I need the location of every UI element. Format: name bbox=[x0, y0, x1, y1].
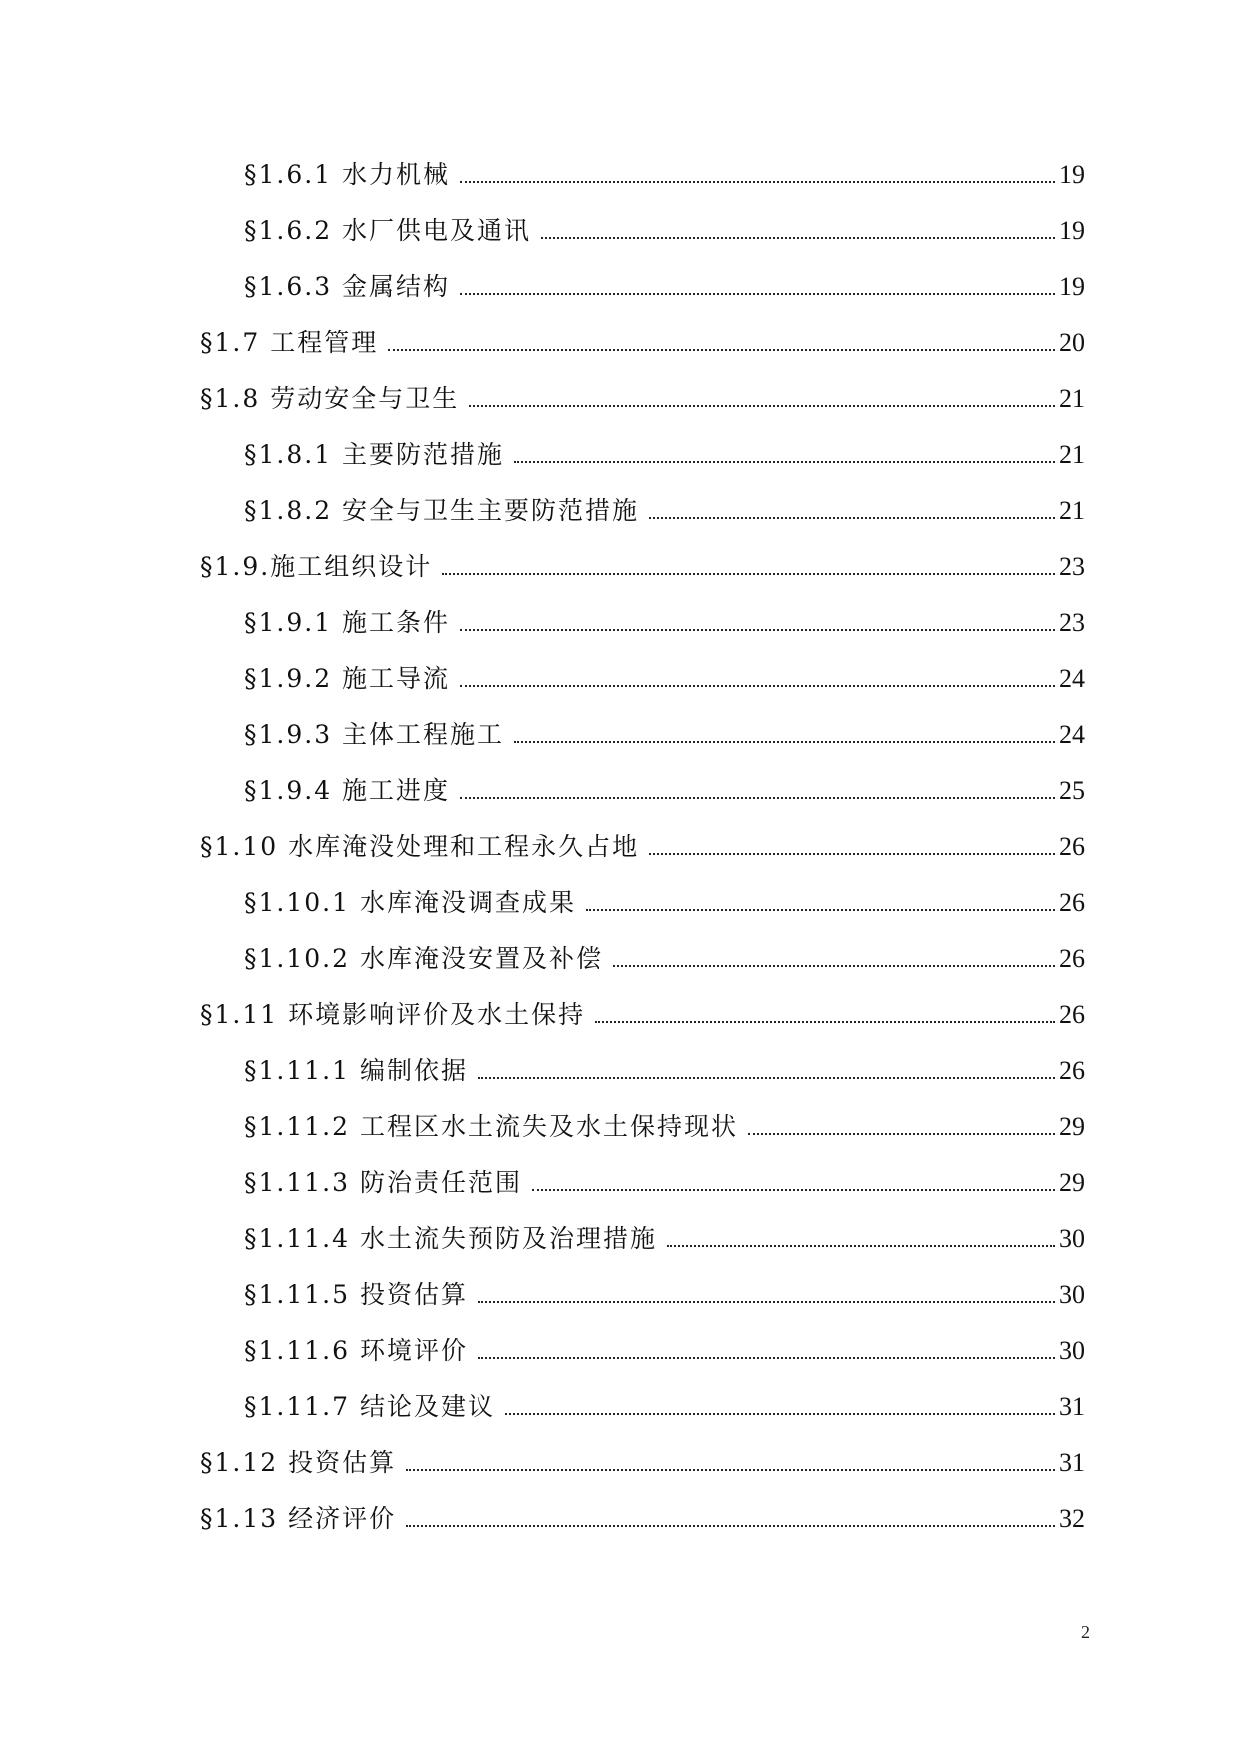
toc-entry[interactable] bbox=[200, 318, 1085, 358]
toc-entry-title: §1.8 劳动安全与卫生 bbox=[200, 384, 460, 413]
toc-entry[interactable] bbox=[244, 1046, 1085, 1086]
toc-entry[interactable] bbox=[244, 206, 1085, 246]
toc-entry-title: §1.11.7 结论及建议 bbox=[244, 1392, 495, 1421]
toc-entry[interactable] bbox=[244, 430, 1085, 470]
toc-entry-page: 26 bbox=[1059, 944, 1085, 973]
toc-entry[interactable] bbox=[200, 542, 1085, 582]
toc-entry-title: §1.11.5 投资估算 bbox=[244, 1280, 468, 1309]
toc-entry-page: 19 bbox=[1059, 160, 1085, 189]
page-number: 2 bbox=[1081, 1622, 1090, 1642]
dot-leader bbox=[595, 1021, 1055, 1023]
toc-entry-title: §1.9.4 施工进度 bbox=[244, 776, 451, 805]
toc-entry[interactable] bbox=[244, 766, 1085, 806]
toc-entry-page: 20 bbox=[1059, 328, 1085, 357]
toc-entry-title: §1.9.1 施工条件 bbox=[244, 608, 451, 637]
toc-entry-page: 29 bbox=[1059, 1168, 1085, 1197]
toc-entry-page: 32 bbox=[1059, 1504, 1085, 1533]
toc-entry[interactable] bbox=[244, 1102, 1085, 1142]
dot-leader bbox=[478, 1357, 1055, 1359]
toc-entry-page: 23 bbox=[1059, 608, 1085, 637]
dot-leader bbox=[514, 461, 1055, 463]
toc-entry[interactable] bbox=[200, 822, 1085, 862]
toc-entry[interactable] bbox=[244, 878, 1085, 918]
toc-entry-title: §1.11 环境影响评价及水土保持 bbox=[200, 1000, 586, 1029]
dot-leader bbox=[388, 349, 1055, 351]
toc-entry-page: 29 bbox=[1059, 1112, 1085, 1141]
dot-leader bbox=[478, 1301, 1055, 1303]
toc-entry[interactable] bbox=[244, 486, 1085, 526]
dot-leader bbox=[532, 1189, 1055, 1191]
dot-leader bbox=[667, 1245, 1055, 1247]
toc-entry[interactable] bbox=[244, 1382, 1085, 1422]
toc-entry-title: §1.6.1 水力机械 bbox=[244, 160, 451, 189]
toc-entry-title: §1.11.4 水土流失预防及治理措施 bbox=[244, 1224, 657, 1253]
toc-entry-page: 26 bbox=[1059, 1056, 1085, 1085]
toc-entry-page: 26 bbox=[1059, 832, 1085, 861]
dot-leader bbox=[478, 1077, 1055, 1079]
toc-entry-title: §1.9.3 主体工程施工 bbox=[244, 720, 505, 749]
toc-entry-page: 21 bbox=[1059, 496, 1085, 525]
dot-leader bbox=[649, 853, 1055, 855]
toc-entry[interactable] bbox=[244, 1214, 1085, 1254]
toc-entry-title: §1.10 水库淹没处理和工程永久占地 bbox=[200, 832, 640, 861]
dot-leader bbox=[406, 1469, 1055, 1471]
toc-entry-title: §1.11.1 编制依据 bbox=[244, 1056, 468, 1085]
toc-entry[interactable] bbox=[200, 1438, 1085, 1478]
toc-entry[interactable] bbox=[200, 1494, 1085, 1534]
toc-entry-page: 24 bbox=[1059, 720, 1085, 749]
dot-leader bbox=[649, 517, 1055, 519]
toc-entry[interactable] bbox=[244, 150, 1085, 190]
dot-leader bbox=[460, 181, 1055, 183]
dot-leader bbox=[469, 405, 1055, 407]
dot-leader bbox=[586, 909, 1055, 911]
toc-entry-title: §1.8.1 主要防范措施 bbox=[244, 440, 505, 469]
toc-entry-title: §1.13 经济评价 bbox=[200, 1504, 397, 1533]
dot-leader bbox=[460, 293, 1055, 295]
toc-entry-title: §1.9.施工组织设计 bbox=[200, 552, 433, 581]
dot-leader bbox=[748, 1133, 1055, 1135]
toc-entry[interactable] bbox=[200, 990, 1085, 1030]
toc-entry-page: 31 bbox=[1059, 1448, 1085, 1477]
dot-leader bbox=[460, 797, 1055, 799]
toc-entry-title: §1.11.2 工程区水土流失及水土保持现状 bbox=[244, 1112, 738, 1141]
toc-entry-page: 26 bbox=[1059, 1000, 1085, 1029]
dot-leader bbox=[613, 965, 1055, 967]
toc-entry-page: 21 bbox=[1059, 440, 1085, 469]
toc-entry-title: §1.8.2 安全与卫生主要防范措施 bbox=[244, 496, 640, 525]
dot-leader bbox=[442, 573, 1055, 575]
toc-entry[interactable] bbox=[244, 710, 1085, 750]
toc-entry-title: §1.10.1 水库淹没调查成果 bbox=[244, 888, 576, 917]
dot-leader bbox=[460, 629, 1055, 631]
toc-entry-title: §1.12 投资估算 bbox=[200, 1448, 397, 1477]
toc-entry[interactable] bbox=[244, 1270, 1085, 1310]
toc-entry-page: 30 bbox=[1059, 1280, 1085, 1309]
toc-entry[interactable] bbox=[244, 262, 1085, 302]
toc-entry[interactable] bbox=[244, 934, 1085, 974]
dot-leader bbox=[460, 685, 1055, 687]
toc-entry-title: §1.7 工程管理 bbox=[200, 328, 379, 357]
toc-entry-title: §1.10.2 水库淹没安置及补偿 bbox=[244, 944, 603, 973]
toc-entry-page: 26 bbox=[1059, 888, 1085, 917]
toc-entry-page: 23 bbox=[1059, 552, 1085, 581]
toc-entry-page: 19 bbox=[1059, 272, 1085, 301]
toc-entry[interactable] bbox=[244, 1326, 1085, 1366]
toc-entry-title: §1.11.6 环境评价 bbox=[244, 1336, 468, 1365]
toc-entry-page: 21 bbox=[1059, 384, 1085, 413]
dot-leader bbox=[514, 741, 1055, 743]
toc-entry-page: 31 bbox=[1059, 1392, 1085, 1421]
toc-entry-page: 24 bbox=[1059, 664, 1085, 693]
toc-entry-title: §1.6.3 金属结构 bbox=[244, 272, 451, 301]
toc-entry-page: 25 bbox=[1059, 776, 1085, 805]
toc-entry[interactable] bbox=[244, 654, 1085, 694]
toc-entry-title: §1.9.2 施工导流 bbox=[244, 664, 451, 693]
toc-entry-page: 30 bbox=[1059, 1336, 1085, 1365]
dot-leader bbox=[505, 1413, 1055, 1415]
toc-entry-title: §1.6.2 水厂供电及通讯 bbox=[244, 216, 532, 245]
toc-entry[interactable] bbox=[244, 598, 1085, 638]
toc-entry-page: 30 bbox=[1059, 1224, 1085, 1253]
toc-entry[interactable] bbox=[244, 1158, 1085, 1198]
toc-entry-page: 19 bbox=[1059, 216, 1085, 245]
toc-entry[interactable] bbox=[200, 374, 1085, 414]
dot-leader bbox=[406, 1525, 1055, 1527]
dot-leader bbox=[541, 237, 1055, 239]
toc-entry-title: §1.11.3 防治责任范围 bbox=[244, 1168, 522, 1197]
